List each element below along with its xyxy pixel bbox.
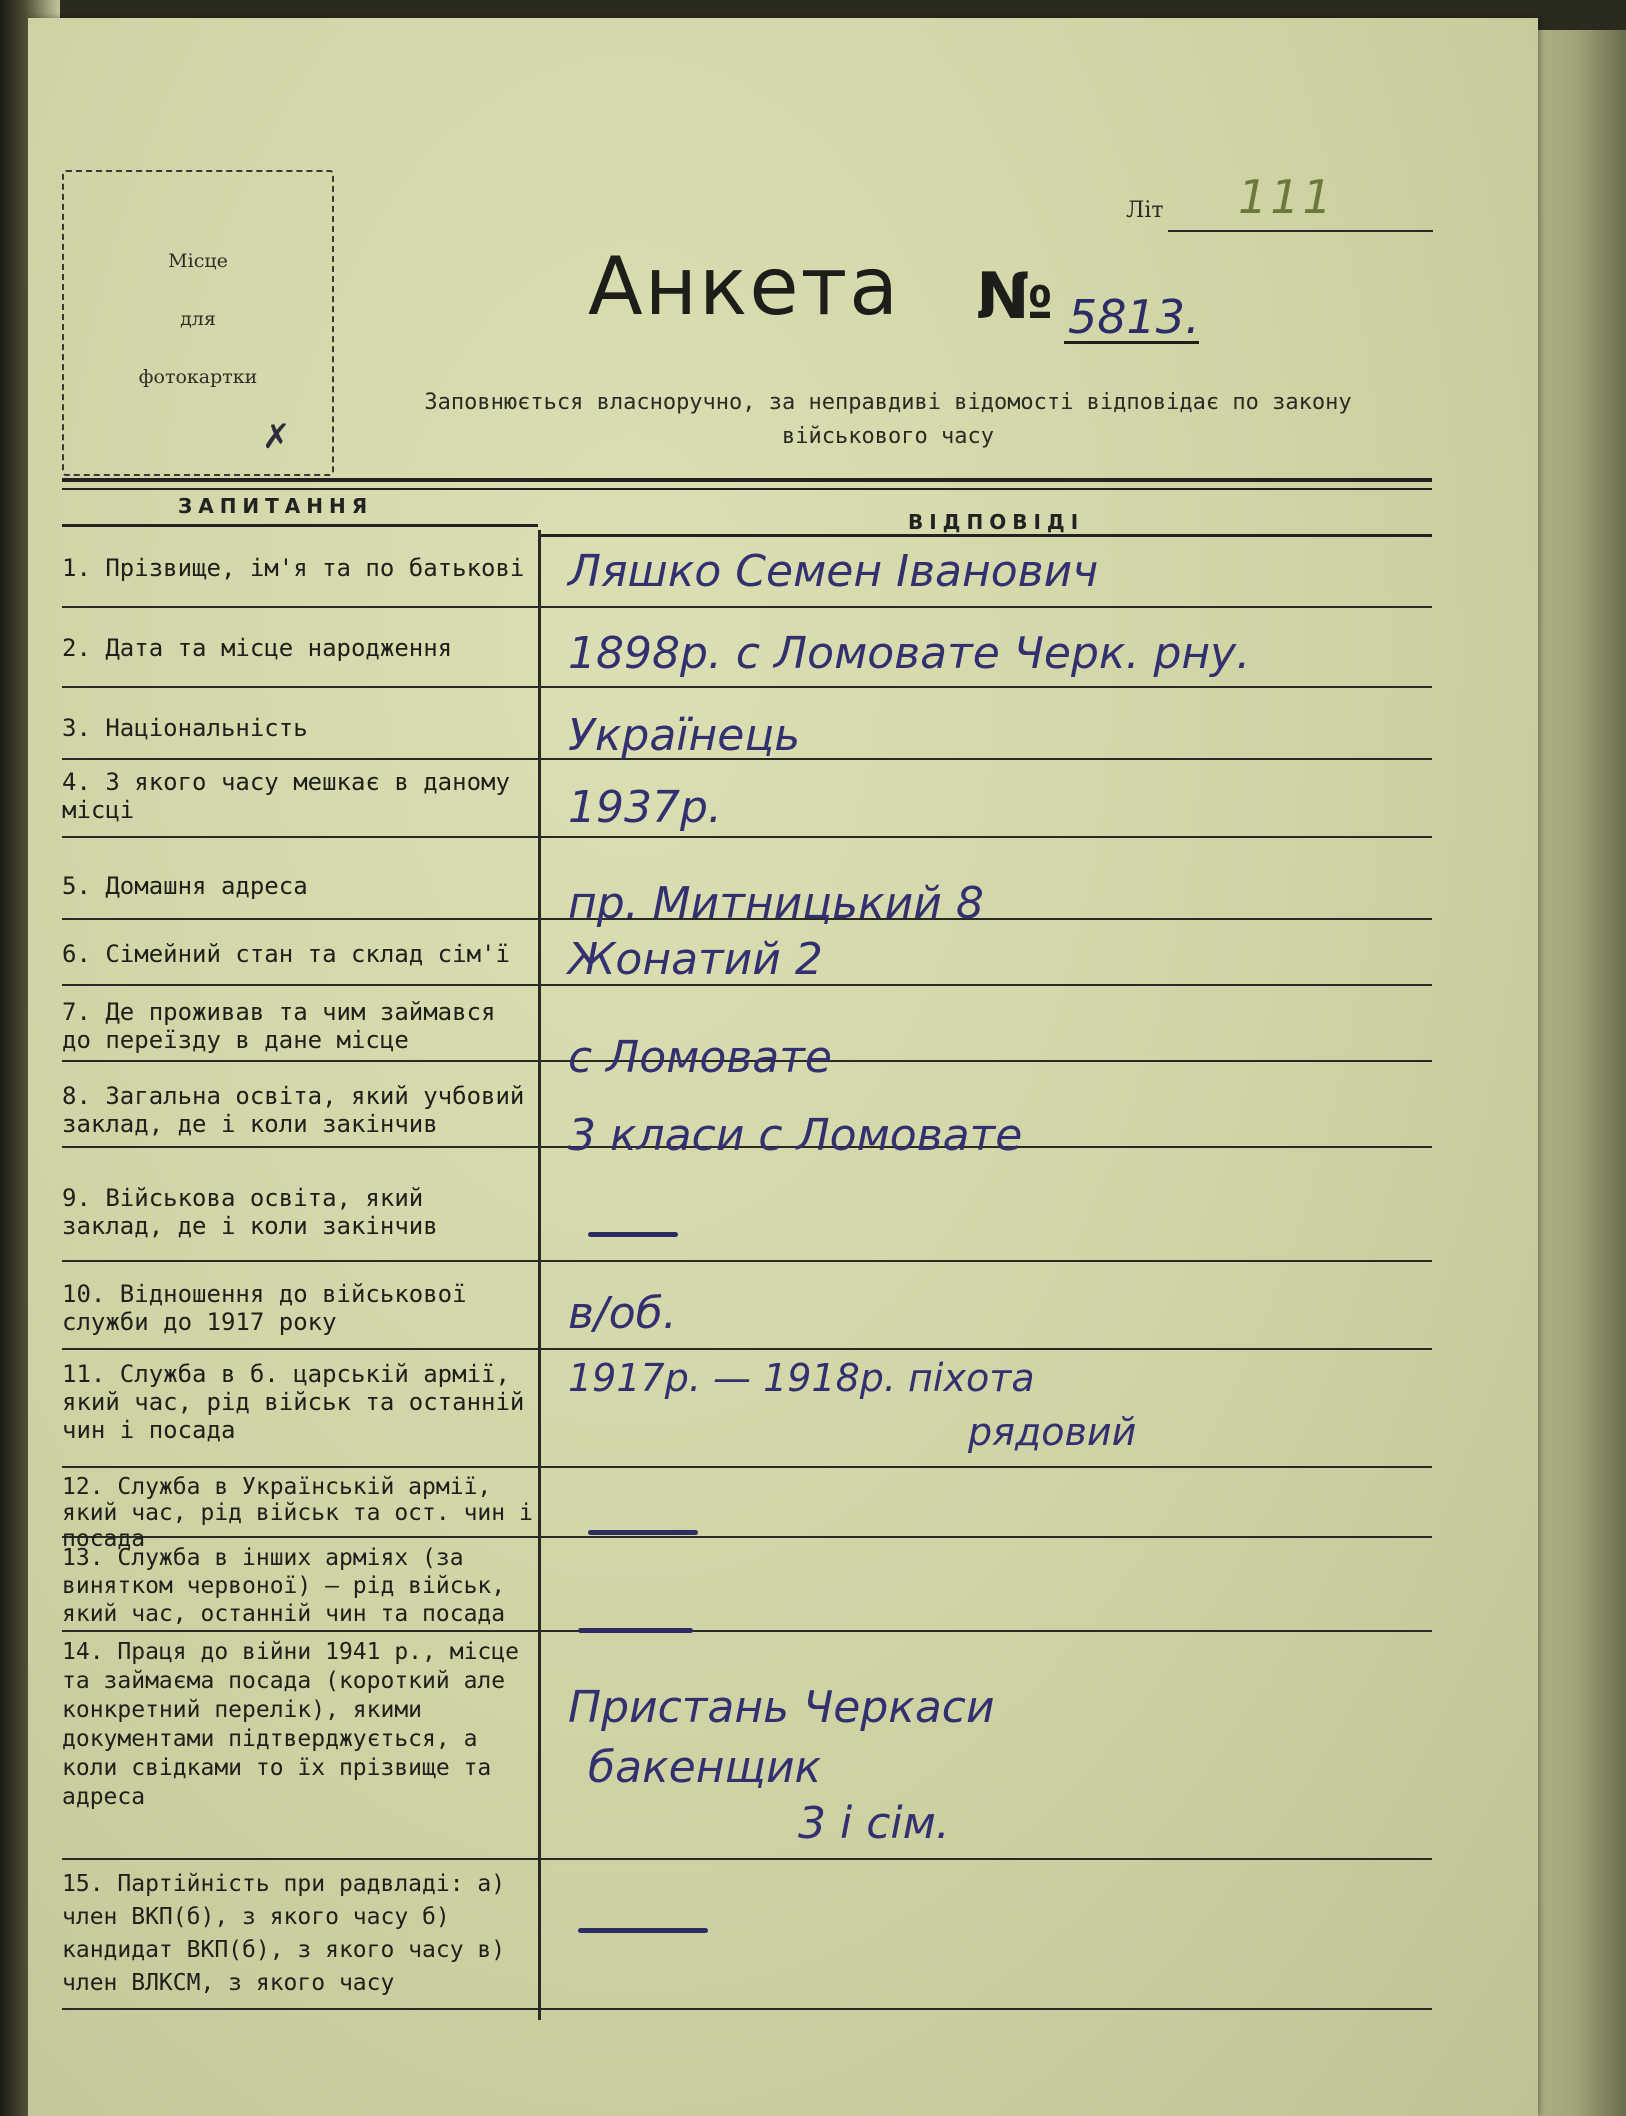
question-12: 12. Служба в Українській армії, який час, рід військ та ост. чин і посада: [62, 1474, 533, 1552]
lit-underline: [1168, 230, 1433, 232]
question-7: 7. Де проживав та чим займався до переїзду в дане місце: [62, 998, 496, 1054]
answer-14: Пристань Черкаси: [568, 1682, 995, 1733]
row-separator: [62, 606, 1432, 608]
answer-15-dash: [578, 1928, 708, 1933]
answer-14-note: 3 і сім.: [798, 1798, 950, 1849]
answer-13-dash: [578, 1628, 693, 1633]
answer-6: Жонатий 2: [568, 934, 823, 985]
question-11: 11. Служба в б. царській армії, який час, рід військ та останній чин і посада: [62, 1360, 525, 1444]
row-separator: [62, 2008, 1432, 2010]
answer-14-position: бакенщик: [588, 1742, 822, 1793]
answer-11: 1917р. — 1918р. піхота: [568, 1356, 1035, 1400]
answer-7: с Ломовате: [568, 1032, 832, 1083]
photo-placeholder: [62, 170, 334, 476]
row-separator: [62, 1858, 1432, 1860]
question-13: 13. Служба в інших арміях (за винятком червоної) — рід військ, який час, останній чин та посада: [62, 1545, 506, 1627]
row-separator: [62, 1260, 1432, 1262]
header-right-bottom-rule: [538, 534, 1432, 537]
answer-12-dash: [588, 1530, 698, 1535]
row-separator: [62, 1466, 1432, 1468]
question-2: 2. Дата та місце народження: [62, 634, 453, 662]
row-separator: [62, 686, 1432, 688]
answer-2: 1898р. с Ломовате Черк. рну.: [568, 628, 1251, 679]
question-3: 3. Національність: [62, 714, 308, 742]
question-15: 15. Партійність при радвладі: а) член ВКП(б), з якого часу б) кандидат ВКП(б), з якого часу в) член ВЛКСМ, з якого часу: [62, 1871, 506, 1996]
form-subtitle: Заповнюється власноручно, за неправдиві відомості відповідає по закону військового часу: [424, 390, 1352, 449]
header-top-rule: [62, 478, 1432, 482]
number-sign: №: [976, 260, 1053, 334]
questionnaire-sheet: [28, 18, 1538, 2116]
photo-label-line2: для: [180, 308, 216, 330]
question-6: 6. Сімейний стан та склад сім'ї: [62, 940, 510, 968]
question-9: 9. Військова освіта, який заклад, де і коли закінчив: [62, 1184, 438, 1240]
form-title: Анкета: [588, 240, 901, 333]
question-4: 4. З якого часу мешкає в даному місці: [62, 768, 510, 824]
lit-value: 111: [1238, 170, 1335, 224]
answer-5: пр. Митницький 8: [568, 878, 984, 929]
answer-1: Ляшко Семен Іванович: [568, 546, 1099, 597]
question-10: 10. Відношення до військової служби до 1917 року: [62, 1280, 467, 1336]
header-answers: ВІДПОВІДІ: [908, 510, 1085, 534]
answer-11-rank: рядовий: [968, 1410, 1137, 1454]
header-top-rule-thin: [62, 488, 1432, 490]
question-14: 14. Праця до війни 1941 р., місце та займаєма посада (короткий але конкретний перелік), якими документами підтверджується, а коли свідками то їх прізвище та адреса: [62, 1639, 519, 1810]
row-separator: [62, 1348, 1432, 1350]
answer-10: в/об.: [568, 1288, 677, 1339]
question-8: 8. Загальна освіта, який учбовий заклад, де і коли закінчив: [62, 1082, 525, 1138]
question-5: 5. Домашня адреса: [62, 872, 308, 900]
form-number-underline: [1064, 341, 1199, 344]
cross-mark-icon: ✗: [262, 417, 291, 457]
answer-4: 1937р.: [568, 782, 722, 833]
answer-8: 3 класи с Ломовате: [568, 1110, 1023, 1161]
row-separator: [62, 836, 1432, 838]
header-questions: ЗАПИТАННЯ: [178, 494, 374, 518]
column-divider: [538, 530, 541, 2020]
form-number: 5813.: [1068, 290, 1200, 344]
photo-label-line1: Місце: [168, 250, 228, 272]
lit-label: Літ: [1126, 198, 1164, 223]
row-separator: [62, 1630, 1432, 1632]
photo-label-line3: фотокартки: [138, 366, 258, 388]
question-1: 1. Прізвище, ім'я та по батькові: [62, 554, 525, 582]
header-left-bottom-rule: [62, 524, 538, 527]
answer-3: Українець: [568, 710, 801, 761]
answer-9-dash: [588, 1232, 678, 1237]
